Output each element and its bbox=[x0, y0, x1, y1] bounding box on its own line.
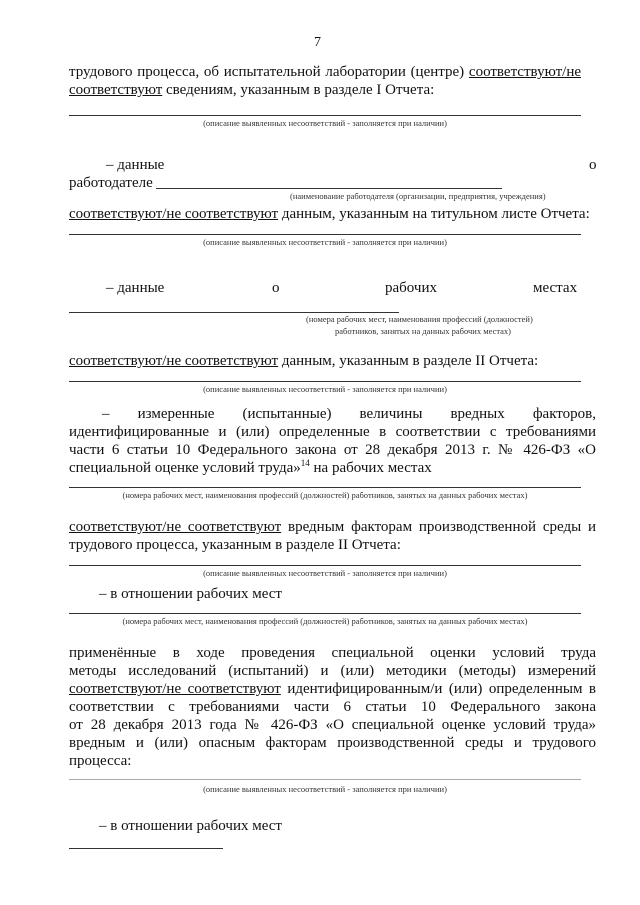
fill-line bbox=[69, 565, 581, 566]
word: рабочих bbox=[385, 280, 437, 296]
text: специальной оценке условий труда» bbox=[69, 460, 301, 476]
employer-label: работодателе bbox=[69, 175, 153, 191]
underlined-choice: соответствуют bbox=[69, 82, 163, 98]
fill-line bbox=[69, 234, 581, 235]
underlined-choice: соответствуют/не соответствуют bbox=[69, 353, 279, 369]
caption-workplaces-full: (номера рабочих мест, наименования профессий (должностей) работников, занятых на данных рабочих местах) bbox=[122, 616, 528, 626]
word: местах bbox=[533, 280, 578, 296]
caption-discrepancy: (описание выявленных несоответствий - заполняется при наличии) bbox=[203, 118, 447, 128]
text: трудового процесса, об испытательной лаборатории (центре) bbox=[69, 64, 465, 80]
footnote-separator bbox=[69, 848, 223, 849]
underlined-choice: соответствуют/не соответствуют bbox=[69, 681, 281, 697]
workplaces-fill-line bbox=[69, 312, 399, 313]
caption-employer: (наименование работодателя (организации, предприятия, учреждения) bbox=[290, 191, 546, 201]
caption-discrepancy: (описание выявленных несоответствий - заполняется при наличии) bbox=[203, 237, 447, 247]
preposition-o: о bbox=[589, 157, 597, 173]
employer-data-label: – данные bbox=[106, 157, 165, 173]
fill-line bbox=[69, 115, 581, 116]
caption-discrepancy: (описание выявленных несоответствий - заполняется при наличии) bbox=[203, 568, 447, 578]
word: о bbox=[272, 280, 280, 296]
measured-values-line2: идентифицированные и (или) определенные в соответствии с требованиями bbox=[69, 424, 596, 440]
fill-line bbox=[69, 487, 581, 488]
text: идентифицированным/и (или) определенным в bbox=[280, 681, 597, 697]
caption-discrepancy: (описание выявленных несоответствий - заполняется при наличии) bbox=[203, 384, 447, 394]
caption-workplaces-2: работников, занятых на данных рабочих местах) bbox=[335, 326, 512, 336]
caption-discrepancy: (описание выявленных несоответствий - заполняется при наличии) bbox=[203, 784, 447, 794]
harmful-factors-line1 bbox=[69, 519, 596, 536]
text: на рабочих местах bbox=[309, 460, 432, 476]
methods-line7: процесса: bbox=[69, 753, 132, 769]
measured-values-line3: части 6 статьи 10 Федерального закона от 28 декабря 2013 г. № 426-ФЗ «О bbox=[69, 442, 596, 458]
caption-workplaces-1: (номера рабочих мест, наименования профессий (должностей) bbox=[306, 314, 533, 324]
caption-workplaces-full: (номера рабочих мест, наименования профессий (должностей) работников, занятых на данных рабочих местах) bbox=[122, 490, 528, 500]
methods-line3 bbox=[69, 681, 596, 698]
paragraph-intro-line1 bbox=[69, 64, 581, 81]
employer-fill-line bbox=[156, 188, 502, 189]
text: данным, указанным на титульном листе Отчета: bbox=[281, 206, 590, 222]
underlined-choice: соответствуют/не соответствуют bbox=[69, 519, 282, 535]
fill-line bbox=[69, 779, 581, 780]
fill-line bbox=[69, 381, 581, 382]
title-page-match-line bbox=[69, 206, 590, 223]
footnote-reference: 14 bbox=[300, 458, 310, 468]
fill-line bbox=[69, 613, 581, 614]
workplaces-relation-label: – в отношении рабочих мест bbox=[99, 818, 282, 834]
underlined-choice: соответствуют/не bbox=[468, 64, 582, 80]
methods-line1: применённые в ходе проведения специальной оценки условий труда bbox=[69, 645, 596, 661]
text: данным, указанным в разделе II Отчета: bbox=[281, 353, 539, 369]
section2-match-line bbox=[69, 353, 538, 370]
underlined-choice: соответствуют/не соответствуют bbox=[69, 206, 279, 222]
text: сведениям, указанным в разделе I Отчета: bbox=[166, 82, 435, 98]
page-number: 7 bbox=[314, 35, 321, 50]
workplaces-relation-label: – в отношении рабочих мест bbox=[99, 586, 282, 602]
methods-line5: от 28 декабря 2013 года № 426-ФЗ «О специальной оценке условий труда» bbox=[69, 717, 596, 733]
paragraph-intro-line2 bbox=[69, 82, 434, 99]
methods-line2: методы исследований (испытаний) и (или) методики (методы) измерений bbox=[69, 663, 596, 679]
measured-values-line1: – измеренные (испытанные) величины вредных факторов, bbox=[102, 406, 596, 422]
methods-line4: соответствии с требованиями части 6 статьи 10 Федерального закона bbox=[69, 699, 596, 715]
methods-line6: вредным и (или) опасным факторам производственной среды и трудового bbox=[69, 735, 596, 751]
measured-values-line4 bbox=[69, 460, 432, 477]
text: вредным факторам производственной среды и bbox=[281, 519, 596, 535]
word: – данные bbox=[106, 280, 165, 296]
harmful-factors-line2: трудового процесса, указанным в разделе II Отчета: bbox=[69, 537, 401, 553]
